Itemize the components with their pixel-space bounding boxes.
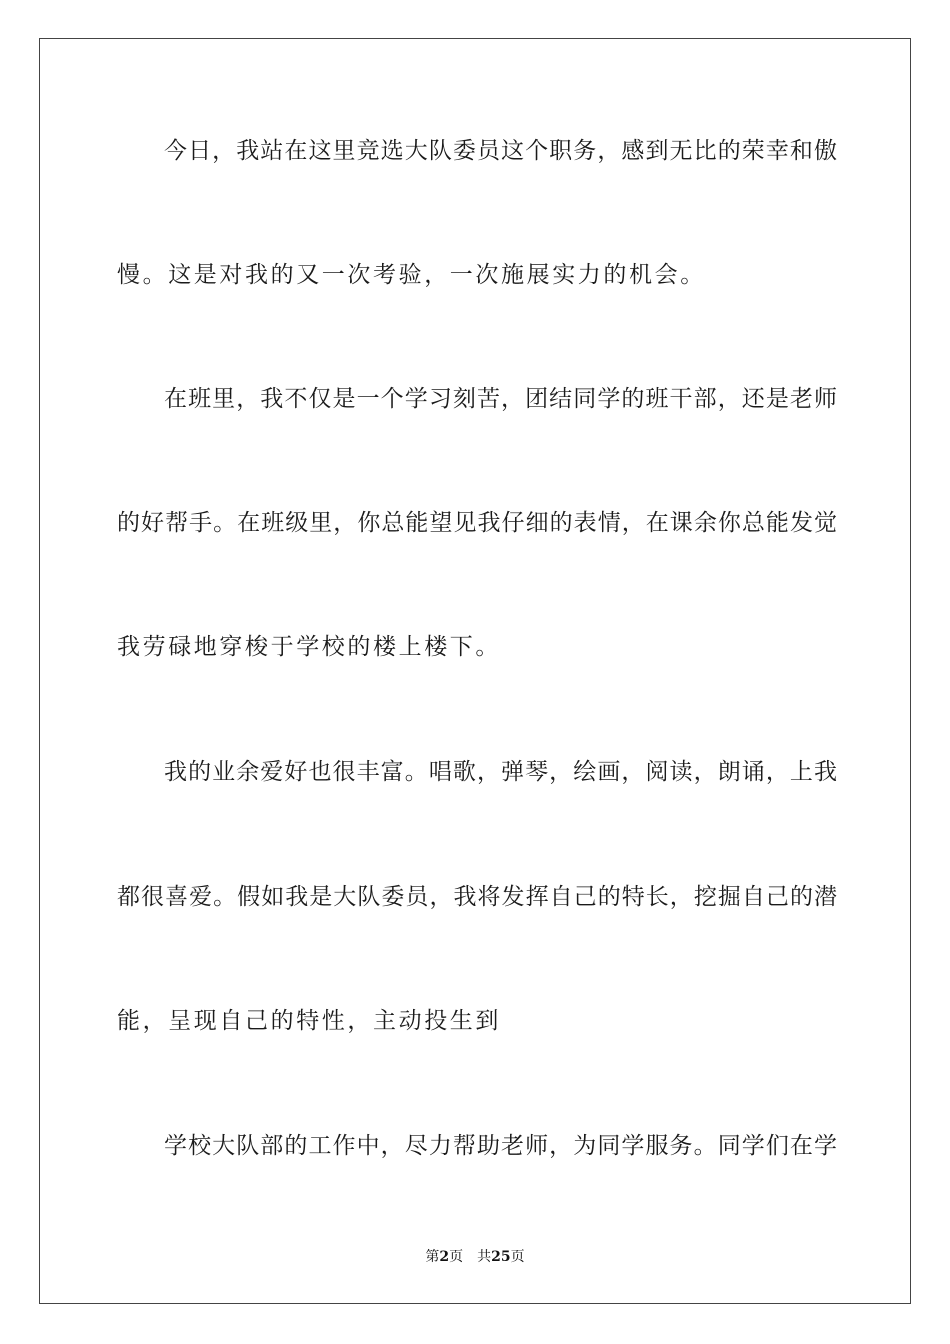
text-line-2: 慢。这是对我的又一次考验，一次施展实力的机会。	[117, 262, 706, 288]
page-border	[39, 38, 911, 1304]
text-line-3: 在班里，我不仅是一个学习刻苦，团结同学的班干部，还是老师	[164, 386, 837, 412]
text-line-6: 我的业余爱好也很丰富。唱歌，弹琴，绘画，阅读，朗诵，上我	[164, 759, 837, 785]
total-pages: 25	[491, 1249, 511, 1265]
total-prefix: 共	[477, 1249, 492, 1265]
text-line-7: 都很喜爱。假如我是大队委员，我将发挥自己的特长，挖掘自己的潜	[117, 884, 837, 910]
page-prefix: 第	[425, 1249, 440, 1265]
text-line-9: 学校大队部的工作中，尽力帮助老师，为同学服务。同学们在学	[164, 1133, 837, 1159]
text-line-4: 的好帮手。在班级里，你总能望见我仔细的表情，在课余你总能发觉	[117, 510, 837, 536]
page-footer	[0, 1248, 950, 1266]
text-line-1: 今日，我站在这里竞选大队委员这个职务，感到无比的荣幸和傲	[164, 138, 837, 164]
text-line-5: 我劳碌地穿梭于学校的楼上楼下。	[117, 634, 501, 660]
total-suffix: 页	[510, 1249, 525, 1265]
page-number: 2	[439, 1249, 450, 1265]
page-suffix: 页	[449, 1249, 464, 1265]
text-line-8: 能，呈现自己的特性，主动投生到	[117, 1008, 501, 1034]
